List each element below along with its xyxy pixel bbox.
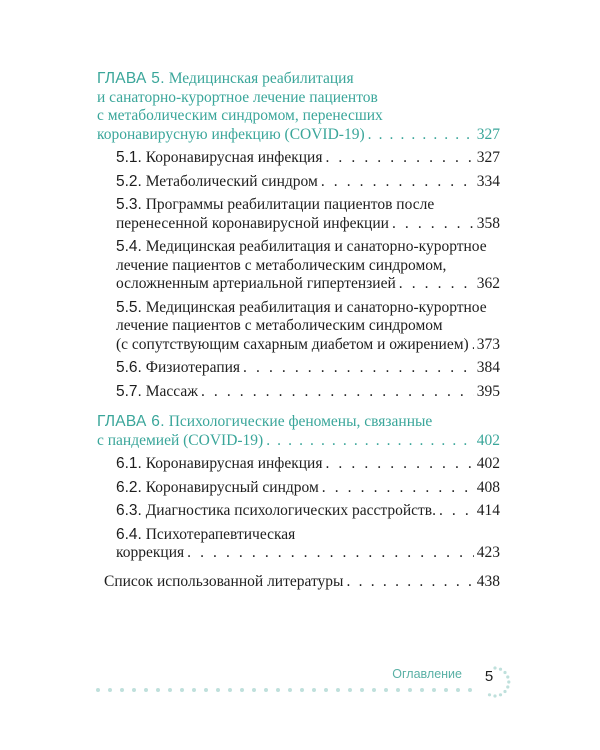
- page-footer: [0, 655, 600, 715]
- toc-entry-5-4-line-3: [116, 275, 500, 294]
- toc-entry-6-4-line-2: [116, 544, 500, 563]
- toc-entry-5-1-num: 5.1.: [116, 149, 142, 166]
- page-number: 5: [484, 668, 494, 685]
- toc-entry-5-6-num: 5.6.: [116, 359, 142, 376]
- toc-entry-5-2-page: 334: [476, 172, 500, 190]
- chapter-5-title-line-4: [97, 126, 500, 145]
- toc-entry-6-3-num: 6.3.: [116, 502, 142, 519]
- toc-entry-5-6-line: [116, 359, 500, 378]
- dot-leader: [472, 336, 474, 355]
- chapter-6-title-part-1: Психологические феномены, связанные: [168, 413, 433, 430]
- toc-entry-5-2-line: [116, 173, 500, 192]
- chapter-5-title-part-4: коронавирусную инфекцию (COVID-19): [97, 125, 365, 143]
- dot-leader: [325, 455, 473, 474]
- toc-entry-5-4-num: 5.4.: [116, 238, 142, 255]
- toc-entry-5-4-line-1: [116, 238, 500, 257]
- toc-entry-6-3-page: 414: [476, 502, 500, 519]
- toc-entry-6-1-title: Коронавирусная инфекция: [145, 455, 323, 472]
- toc-entry-bibliography[interactable]: [97, 573, 500, 592]
- chapter-5-title-line-3: с метаболическим синдромом, перенесших: [97, 107, 383, 124]
- chapter-6-page: 402: [476, 431, 500, 449]
- toc-entry-6-3-text: [116, 502, 436, 521]
- toc-entry-5-1[interactable]: [116, 149, 500, 168]
- bibliography-title: Список использованной литературы: [104, 572, 344, 590]
- dot-leader: [322, 479, 474, 498]
- toc-entry-5-2-text: [116, 173, 318, 192]
- toc-entry-5-5-line-3: [116, 336, 500, 355]
- toc-entry-5-5-line-2: лечение пациентов с метаболическим синдромом: [116, 317, 443, 334]
- toc-entry-5-1-line: [116, 149, 500, 168]
- toc-entry-5-4[interactable]: [116, 238, 500, 294]
- toc-entry-5-7-text: [116, 383, 198, 402]
- toc-entry-5-3-line-1: [116, 196, 500, 215]
- toc-entry-6-2-text: [116, 479, 319, 498]
- dot-leader: [321, 173, 474, 192]
- toc-entry-6-1-line: [116, 455, 500, 474]
- toc-entry-5-3-line-2: [116, 215, 500, 234]
- bibliography-page: 438: [476, 572, 500, 590]
- toc-entry-5-3-page: 358: [476, 214, 500, 232]
- toc-entry-5-2-title: Метаболический синдром: [145, 172, 318, 190]
- toc-entry-6-4-title-2: коррекция: [116, 544, 185, 561]
- toc-entry-6-2[interactable]: [116, 479, 500, 498]
- chapter-5-title-line-1: [97, 70, 500, 89]
- chapter-5-page: 327: [476, 125, 500, 143]
- toc-entry-5-4-line-2: лечение пациентов с метаболическим синдромом,: [116, 256, 447, 274]
- chapter-6-title-line-1: [97, 413, 500, 432]
- bibliography-line: [104, 573, 500, 592]
- toc-entry-5-6[interactable]: [116, 359, 500, 378]
- toc-entry-6-4-num: 6.4.: [116, 525, 142, 543]
- toc-entry-5-5[interactable]: [116, 299, 500, 355]
- chapter-6-label: ГЛАВА 6.: [97, 413, 165, 430]
- dot-leader: [368, 126, 474, 145]
- toc-entry-6-4-line-1: [116, 526, 500, 545]
- footer-dot-line: [95, 687, 475, 693]
- toc-entry-5-3[interactable]: [116, 196, 500, 233]
- chapter-5-label: ГЛАВА 5.: [97, 70, 165, 87]
- toc-entry-5-1-text: [116, 149, 322, 168]
- toc-entry-6-4-title-1: Психотерапевтическая: [145, 525, 296, 543]
- toc-entry-5-4-title-1: Медицинская реабилитация и санаторно-курортное: [145, 238, 487, 255]
- dot-leader: [201, 383, 474, 402]
- dot-leader: [399, 275, 474, 294]
- toc-entry-6-4-page: 423: [476, 544, 500, 561]
- toc-entry-5-5-line-1: [116, 299, 500, 318]
- toc-entry-6-1-text: [116, 455, 322, 474]
- dot-leader: [187, 544, 474, 563]
- toc-entry-5-3-title-2: перенесенной коронавирусной инфекции: [116, 214, 389, 232]
- toc-entry-5-5-title-3: (с сопутствующим сахарным диабетом и ожирением): [116, 335, 469, 353]
- toc-entry-5-4-title-3: осложненным артериальной гипертензией: [116, 275, 396, 292]
- toc-entry-6-1-page: 402: [476, 455, 500, 472]
- dot-leader: [325, 149, 473, 168]
- dot-leader: [266, 432, 474, 451]
- chapter-5[interactable]: [97, 70, 500, 401]
- toc-entry-5-7-num: 5.7.: [116, 382, 142, 400]
- chapter-5-sections: [97, 149, 500, 401]
- toc-entry-6-2-title: Коронавирусный синдром: [145, 478, 319, 496]
- toc-entry-5-3-num: 5.3.: [116, 196, 142, 213]
- toc-entry-5-2[interactable]: [116, 173, 500, 192]
- chapter-6-title-line-2: [97, 432, 500, 451]
- chapter-5-title-line-2: и санаторно-курортное лечение пациентов: [97, 88, 378, 106]
- toc-entry-5-4-page: 362: [476, 275, 500, 292]
- toc-entry-5-7-page: 395: [476, 382, 500, 400]
- toc-entry-6-2-line: [116, 479, 500, 498]
- toc-entry-6-2-page: 408: [476, 478, 500, 496]
- dot-leader: [346, 573, 473, 592]
- chapter-5-title-part-1: Медицинская реабилитация: [168, 70, 354, 87]
- toc-entry-5-5-page: 373: [476, 335, 500, 353]
- dot-leader: [439, 502, 474, 521]
- toc-entry-5-2-num: 5.2.: [116, 172, 142, 190]
- chapter-6[interactable]: [97, 413, 500, 563]
- toc-entry-5-3-title-1: Программы реабилитации пациентов после: [145, 196, 435, 213]
- toc-entry-6-3[interactable]: [116, 502, 500, 521]
- toc-entry-5-1-title: Коронавирусная инфекция: [145, 149, 323, 166]
- toc-entry-5-6-text: [116, 359, 240, 378]
- toc-entry-6-4[interactable]: [116, 526, 500, 563]
- toc-entry-6-3-title: Диагностика психологических расстройств.: [145, 502, 436, 519]
- toc-entry-5-5-num: 5.5.: [116, 298, 142, 316]
- toc-entry-5-5-title-1: Медицинская реабилитация и санаторно-курортное: [145, 298, 487, 316]
- dot-leader: [243, 359, 474, 378]
- toc-entry-5-1-page: 327: [476, 149, 500, 166]
- dot-leader: [392, 215, 474, 234]
- chapter-6-title-part-2: с пандемией (COVID-19): [97, 431, 264, 449]
- toc-entry-6-1-num: 6.1.: [116, 455, 142, 472]
- toc-entry-6-1[interactable]: [116, 455, 500, 474]
- toc-entry-5-6-title: Физиотерапия: [145, 359, 241, 376]
- table-of-contents: [97, 70, 500, 591]
- chapter-6-sections: [97, 455, 500, 563]
- footer-section-label: Оглавление: [392, 667, 462, 681]
- toc-entry-5-6-page: 384: [476, 359, 500, 376]
- toc-entry-5-7[interactable]: [116, 383, 500, 402]
- toc-entry-5-7-title: Массаж: [145, 382, 198, 400]
- toc-entry-6-2-num: 6.2.: [116, 478, 142, 496]
- toc-entry-5-7-line: [116, 383, 500, 402]
- toc-entry-6-3-line: [116, 502, 500, 521]
